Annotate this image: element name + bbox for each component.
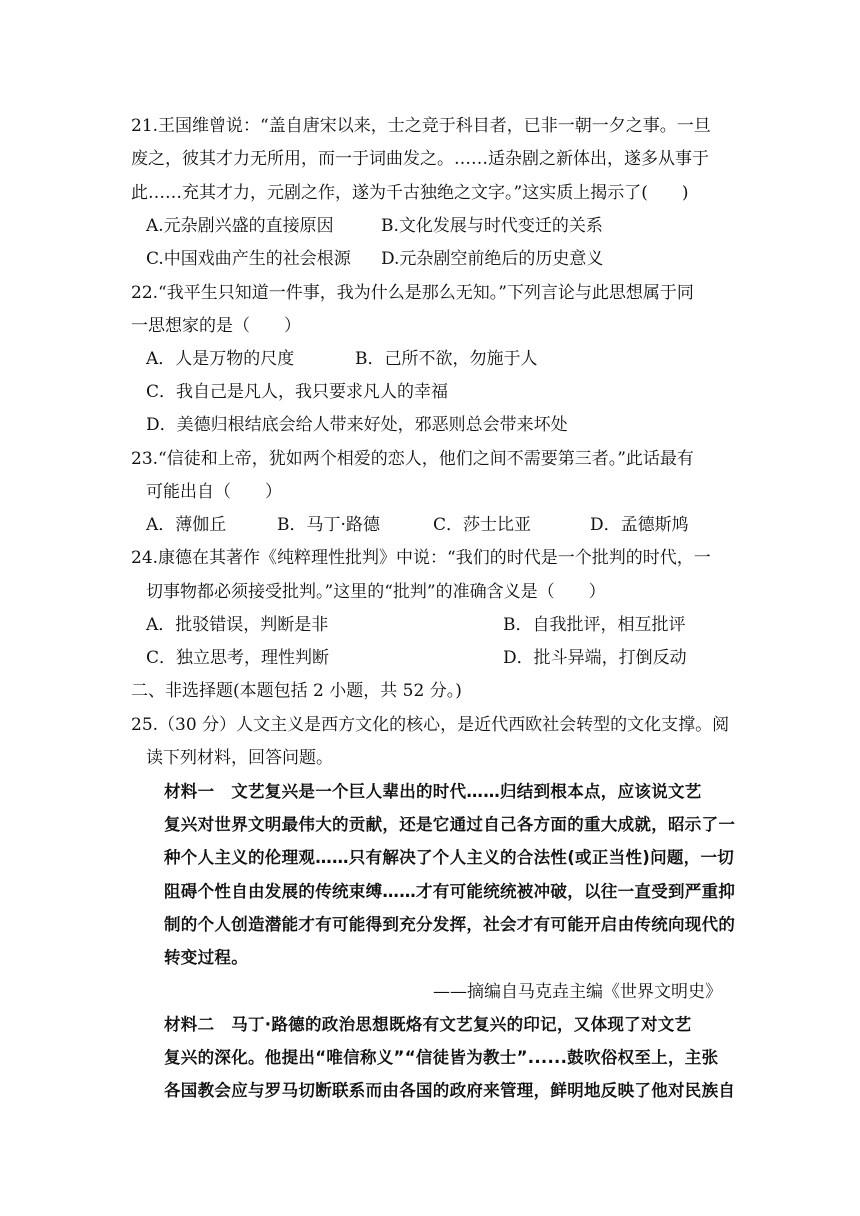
q25-line-1: 25.（30 分）人文主义是西方文化的核心，是近代西欧社会转型的文化支撑。阅 bbox=[131, 715, 730, 735]
material1-line-2: 复兴对世界文明最伟大的贡献，还是它通过自己各方面的重大成就，昭示了一 bbox=[164, 815, 736, 834]
q21-option-c: C.中国戏曲产生的社会根源 bbox=[146, 249, 351, 269]
material1-line-1: 材料一 文艺复兴是一个巨人辈出的时代……归结到根本点，应该说文艺 bbox=[164, 782, 702, 801]
q23-option-c: C．莎士比亚 bbox=[433, 515, 532, 535]
q25-line-2: 读下列材料，回答问题。 bbox=[146, 748, 333, 768]
material1-line-6: 转变过程。 bbox=[164, 948, 248, 967]
q21-option-b: B.文化发展与时代变迁的关系 bbox=[381, 216, 603, 236]
q23-option-d: D．孟德斯鸠 bbox=[590, 515, 689, 535]
q22-option-c: C．我自己是凡人，我只要求凡人的幸福 bbox=[146, 382, 449, 402]
q22-option-a: A．人是万物的尺度 bbox=[146, 349, 295, 369]
material2-line-2: 复兴的深化。他提出“唯信称义”“信徒皆为教士”......鼓吹俗权至上，主张 bbox=[164, 1048, 719, 1067]
q21-line-3: 此……充其才力，元剧之作，遂为千古独绝之文字。”这实质上揭示了( ) bbox=[131, 183, 689, 203]
q23-line-2: 可能出自（ ） bbox=[146, 482, 282, 502]
q22-option-d: D．美德归根结底会给人带来好处，邪恶则总会带来坏处 bbox=[146, 415, 568, 435]
material1-source: ——摘编自马克垚主编《世界文明史》 bbox=[433, 982, 722, 1002]
q24-option-c: C．独立思考，理性判断 bbox=[146, 648, 330, 668]
q22-line-2: 一思想家的是（ ） bbox=[131, 316, 301, 336]
q21-line-1: 21.王国维曾说：“盖自唐宋以来，士之竞于科目者，已非一朝一夕之事。一旦 bbox=[131, 116, 711, 136]
q23-line-1: 23.“信徒和上帝，犹如两个相爱的恋人，他们之间不需要第三者。”此话最有 bbox=[131, 449, 694, 469]
q21-option-d: D.元杂剧空前绝后的历史意义 bbox=[381, 249, 604, 269]
q23-option-b: B．马丁·路德 bbox=[277, 515, 380, 535]
q21-line-2: 废之，彼其才力无所用，而一于词曲发之。……适杂剧之新体出，遂多从事于 bbox=[131, 149, 709, 169]
q22-line-1: 22.“我平生只知道一件事，我为什么是那么无知。”下列言论与此思想属于同 bbox=[131, 283, 694, 303]
q24-line-1: 24.康德在其著作《纯粹理性批判》中说：“我们的时代是一个批判的时代，一 bbox=[131, 548, 711, 568]
q24-option-a: A．批驳错误，判断是非 bbox=[146, 615, 329, 635]
material1-line-5: 制的个人创造潜能才有可能得到充分发挥，社会才有可能开启由传统向现代的 bbox=[164, 915, 736, 934]
section-heading: 二、非选择题(本题包括 2 小题，共 52 分。) bbox=[131, 681, 462, 701]
material2-line-1: 材料二 马丁·路德的政治思想既烙有文艺复兴的印记，又体现了对文艺 bbox=[164, 1015, 692, 1034]
material1-line-3: 种个人主义的伦理观……只有解决了个人主义的合法性(或正当性)问题，一切 bbox=[164, 848, 735, 867]
q24-option-d: D．批斗异端，打倒反动 bbox=[503, 648, 687, 668]
q21-option-a: A.元杂剧兴盛的直接原因 bbox=[146, 216, 334, 236]
q23-option-a: A．薄伽丘 bbox=[146, 515, 227, 535]
material1-line-4: 阻碍个性自由发展的传统束缚……才有可能统统被冲破，以往一直受到严重抑 bbox=[164, 882, 736, 901]
q24-option-b: B．自我批评，相互批评 bbox=[503, 615, 686, 635]
material2-line-3: 各国教会应与罗马切断联系而由各国的政府来管理，鲜明地反映了他对民族自 bbox=[164, 1081, 736, 1100]
q24-line-2: 切事物都必须接受批判。”这里的“批判”的准确含义是（ ） bbox=[146, 582, 606, 602]
q22-option-b: B．己所不欲，勿施于人 bbox=[355, 349, 538, 369]
